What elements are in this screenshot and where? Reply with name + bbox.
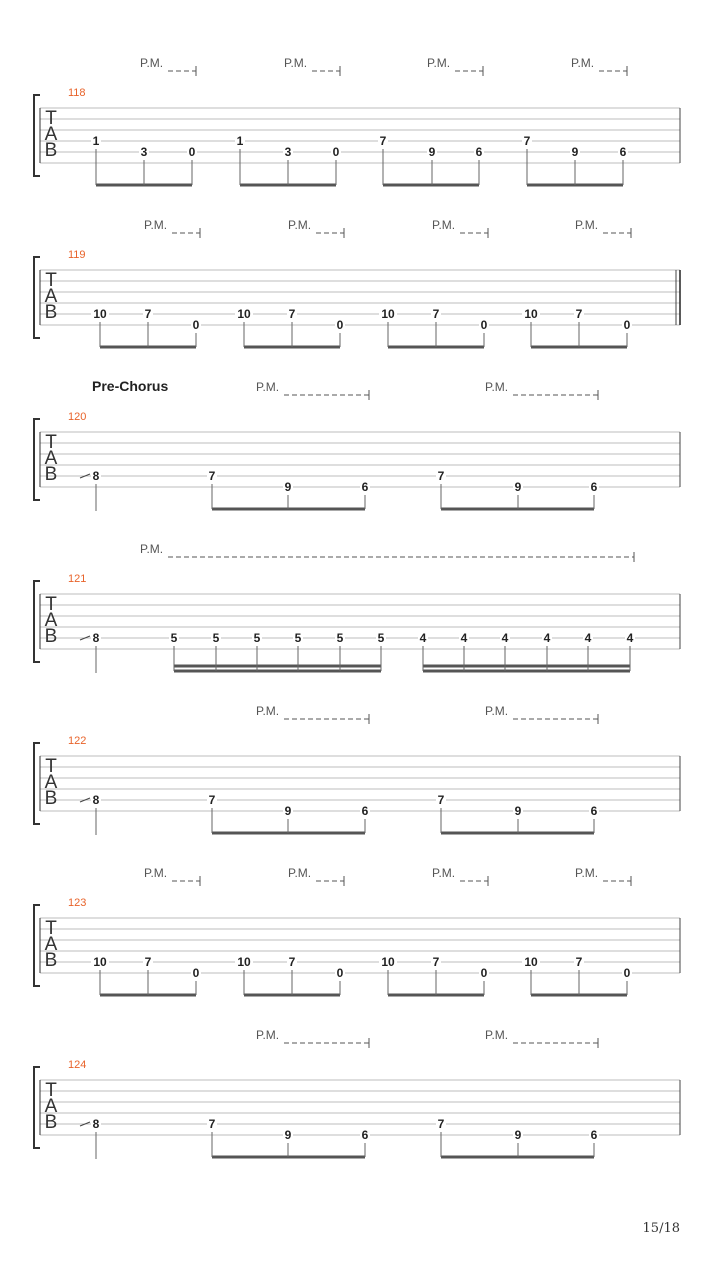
palm-mute-label: P.M. [432,866,456,880]
system-bracket [34,581,40,662]
fret-number: 8 [92,469,100,483]
staff-system-121 [34,542,680,673]
tab-clef-letter: T [45,918,57,939]
fret-number: 0 [192,966,200,980]
palm-mute-label: P.M. [140,542,164,556]
tab-clef-letter: A [44,448,58,469]
fret-number: 0 [336,966,344,980]
measure-number: 124 [68,1059,87,1071]
fret-number: 7 [379,134,387,148]
fret-number: 5 [212,631,220,645]
fret-number: 4 [584,631,592,645]
palm-mute-label: P.M. [432,218,456,232]
tab-clef-letter: T [45,270,57,291]
fret-number: 7 [575,955,583,969]
fret-number: 3 [140,145,148,159]
tab-clef-letter: B [44,140,58,161]
fret-number: 7 [208,1117,216,1131]
palm-mute-label: P.M. [284,56,308,70]
fret-number: 9 [514,480,522,494]
tab-clef-letter: A [44,286,58,307]
fret-number: 4 [419,631,427,645]
palm-mute-label: P.M. [485,704,509,718]
tab-clef-letter: B [44,302,58,323]
system-bracket [34,419,40,500]
palm-mute-label: P.M. [144,218,168,232]
tab-clef-letter: A [44,124,58,145]
fret-number: 10 [381,955,395,969]
fret-number: 1 [92,134,100,148]
staff-system-123 [34,866,680,995]
fret-number: 1 [236,134,244,148]
fret-number: 9 [571,145,579,159]
fret-number: 6 [361,480,369,494]
staff-system-119 [34,218,680,347]
tab-clef-letter: A [44,772,58,793]
fret-number: 5 [253,631,261,645]
tab-clef-letter: T [45,1080,57,1101]
fret-number: 10 [524,955,538,969]
fret-number: 7 [432,307,440,321]
tab-clef-letter: T [45,756,57,777]
fret-number: 10 [381,307,395,321]
fret-number: 8 [92,1117,100,1131]
fret-number: 4 [543,631,551,645]
fret-number: 0 [332,145,340,159]
fret-number: 7 [437,1117,445,1131]
staff-system-120 [34,378,680,511]
fret-number: 7 [208,469,216,483]
fret-number: 10 [93,307,107,321]
tab-clef-letter: T [45,108,57,129]
staff-system-118 [34,56,680,185]
fret-number: 6 [590,804,598,818]
fret-number: 5 [294,631,302,645]
palm-mute-label: P.M. [256,704,280,718]
fret-number: 0 [336,318,344,332]
fret-number: 4 [501,631,509,645]
palm-mute-label: P.M. [256,1028,280,1042]
measure-number: 119 [68,249,86,261]
fret-number: 10 [93,955,107,969]
tab-clef-letter: T [45,432,57,453]
fret-number: 0 [480,966,488,980]
fret-number: 7 [288,955,296,969]
fret-number: 7 [144,307,152,321]
fret-number: 7 [437,469,445,483]
fret-number: 9 [284,480,292,494]
tab-clef-letter: B [44,788,58,809]
palm-mute-label: P.M. [485,380,509,394]
system-bracket [34,743,40,824]
fret-number: 7 [575,307,583,321]
fret-number: 6 [619,145,627,159]
fret-number: 4 [626,631,634,645]
page-number: 15/18 [642,1221,680,1236]
palm-mute-label: P.M. [571,56,595,70]
fret-number: 6 [475,145,483,159]
palm-mute-label: P.M. [485,1028,509,1042]
fret-number: 7 [144,955,152,969]
palm-mute-label: P.M. [140,56,164,70]
fret-number: 10 [237,955,251,969]
fret-number: 5 [336,631,344,645]
tab-clef-letter: B [44,1112,58,1133]
staff-system-122 [34,704,680,835]
staff-system-124 [34,1028,680,1159]
fret-number: 9 [514,804,522,818]
tab-clef-letter: B [44,464,58,485]
tab-clef-letter: B [44,626,58,647]
measure-number: 123 [68,897,87,909]
fret-number: 6 [590,480,598,494]
fret-number: 10 [237,307,251,321]
fret-number: 0 [623,966,631,980]
tab-clef-letter: A [44,1096,58,1117]
palm-mute-label: P.M. [288,866,312,880]
palm-mute-label: P.M. [575,218,599,232]
fret-number: 7 [208,793,216,807]
measure-number: 120 [68,411,87,423]
fret-number: 6 [590,1128,598,1142]
fret-number: 3 [284,145,292,159]
fret-number: 7 [437,793,445,807]
fret-number: 7 [432,955,440,969]
fret-number: 0 [623,318,631,332]
fret-number: 8 [92,631,100,645]
palm-mute-label: P.M. [144,866,168,880]
measure-number: 118 [68,87,86,99]
fret-number: 0 [480,318,488,332]
measure-number: 122 [68,735,87,747]
fret-number: 7 [288,307,296,321]
fret-number: 5 [170,631,178,645]
fret-number: 9 [514,1128,522,1142]
fret-number: 9 [284,1128,292,1142]
tab-clef-letter: A [44,610,58,631]
fret-number: 7 [523,134,531,148]
fret-number: 0 [188,145,196,159]
palm-mute-label: P.M. [256,380,280,394]
fret-number: 10 [524,307,538,321]
measure-number: 121 [68,573,87,585]
system-bracket [34,257,40,338]
fret-number: 6 [361,804,369,818]
tab-clef-letter: B [44,950,58,971]
palm-mute-label: P.M. [427,56,451,70]
section-label: Pre-Chorus [92,378,169,394]
fret-number: 8 [92,793,100,807]
fret-number: 4 [460,631,468,645]
palm-mute-label: P.M. [288,218,312,232]
fret-number: 9 [428,145,436,159]
fret-number: 6 [361,1128,369,1142]
fret-number: 5 [377,631,385,645]
fret-number: 9 [284,804,292,818]
tab-clef-letter: A [44,934,58,955]
fret-number: 0 [192,318,200,332]
system-bracket [34,95,40,176]
palm-mute-label: P.M. [575,866,599,880]
system-bracket [34,1067,40,1148]
system-bracket [34,905,40,986]
tab-clef-letter: T [45,594,57,615]
